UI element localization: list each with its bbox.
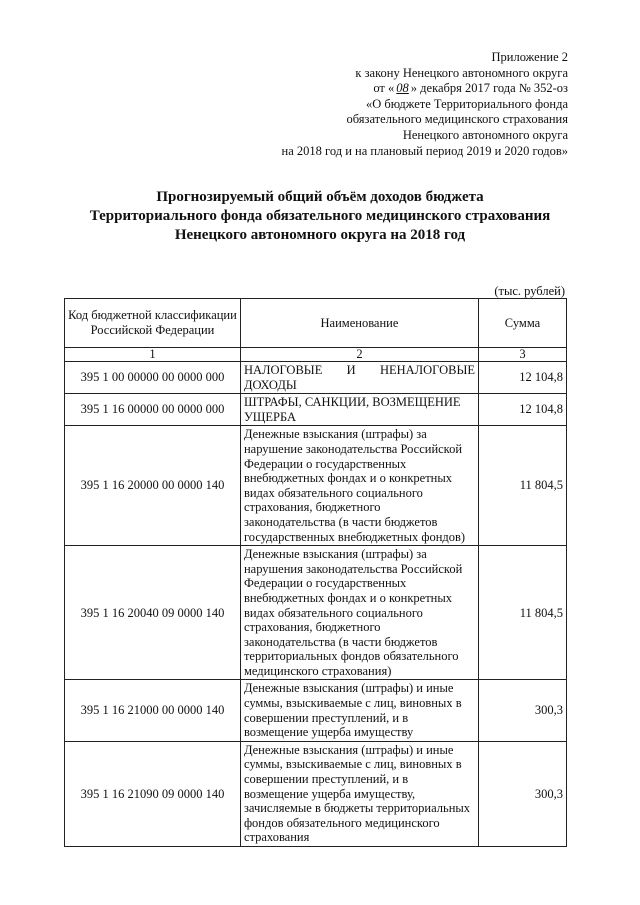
appendix-law-title-2: обязательного медицинского страхования <box>346 112 568 127</box>
document-title-line-3: Ненецкого автономного округа на 2018 год <box>174 227 466 243</box>
appendix-date-line <box>188 81 568 97</box>
table-row <box>65 394 567 426</box>
row-name: Денежные взыскания (штрафы) и иные суммы, взыскиваемые с лиц, виновных в совершении преступлений, и в возмещение ущерба имуществу <box>240 680 478 741</box>
document-title <box>40 188 600 245</box>
table-row <box>65 741 567 846</box>
row-code: 395 1 16 00000 00 0000 000 <box>65 394 241 426</box>
column-number: 2 <box>240 348 478 362</box>
table-header-row <box>65 299 567 348</box>
appendix-date-day: 08 <box>396 81 409 96</box>
header-name: Наименование <box>240 299 478 348</box>
header-sum: Сумма <box>479 299 567 348</box>
appendix-law-title-1: «О бюджете Территориального фонда <box>365 96 568 111</box>
appendix-law-title-4: на 2018 год и на плановый период 2019 и 2020 годов» <box>281 143 568 158</box>
document-title-line-2: Территориального фонда обязательного медицинского страхования <box>89 208 551 224</box>
appendix-block <box>188 50 568 159</box>
appendix-title: Приложение 2 <box>491 50 568 64</box>
document-title-line-1: Прогнозируемый общий объём доходов бюджета <box>156 189 484 205</box>
row-name: НАЛОГОВЫЕ И НЕНАЛОГОВЫЕ ДОХОДЫ <box>240 362 478 394</box>
appendix-law-line: к закону Ненецкого автономного округа <box>355 65 568 80</box>
row-sum: 11 804,5 <box>479 546 567 680</box>
row-sum: 300,3 <box>479 680 567 741</box>
row-code: 395 1 00 00000 00 0000 000 <box>65 362 241 394</box>
table-row <box>65 680 567 741</box>
row-code: 395 1 16 21090 09 0000 140 <box>65 741 241 846</box>
row-name: Денежные взыскания (штрафы) за нарушения законодательства Российской Федерации о государственных внебюджетных фондах и о конкретных видах обязательного социального страхования, бюджетного законодательства (в части бюджетов территориальных фондов обязательного медицинского страхования) <box>240 546 478 680</box>
column-number-row <box>65 348 567 362</box>
units-label: (тыс. рублей) <box>494 284 565 298</box>
appendix-law-title-3: Ненецкого автономного округа <box>402 127 568 142</box>
row-code: 395 1 16 20040 09 0000 140 <box>65 546 241 680</box>
table-row <box>65 426 567 546</box>
header-code: Код бюджетной классификации Российской Федерации <box>65 299 241 348</box>
row-name: Денежные взыскания (штрафы) и иные суммы, взыскиваемые с лиц, виновных в совершении преступлений, и в возмещение ущерба имуществу, зачисляемые в бюджеты территориальных фондов обязательного медицинского страхования <box>240 741 478 846</box>
revenue-table <box>64 298 567 847</box>
row-sum: 11 804,5 <box>479 426 567 546</box>
table-row <box>65 546 567 680</box>
row-name: Денежные взыскания (штрафы) за нарушение законодательства Российской Федерации о государственных внебюджетных фондах и о конкретных видах обязательного социального страхования, бюджетного законодательства (в части бюджетов государственных внебюджетных фондов) <box>240 426 478 546</box>
row-code: 395 1 16 21000 00 0000 140 <box>65 680 241 741</box>
column-number: 3 <box>479 348 567 362</box>
appendix-date-prefix: от « <box>373 81 395 96</box>
column-number: 1 <box>65 348 241 362</box>
row-sum: 300,3 <box>479 741 567 846</box>
table-row <box>65 362 567 394</box>
row-name: ШТРАФЫ, САНКЦИИ, ВОЗМЕЩЕНИЕ УЩЕРБА <box>240 394 478 426</box>
appendix-date-suffix: » декабря 2017 года № 352-оз <box>410 81 568 96</box>
row-sum: 12 104,8 <box>479 362 567 394</box>
row-sum: 12 104,8 <box>479 394 567 426</box>
row-code: 395 1 16 20000 00 0000 140 <box>65 426 241 546</box>
